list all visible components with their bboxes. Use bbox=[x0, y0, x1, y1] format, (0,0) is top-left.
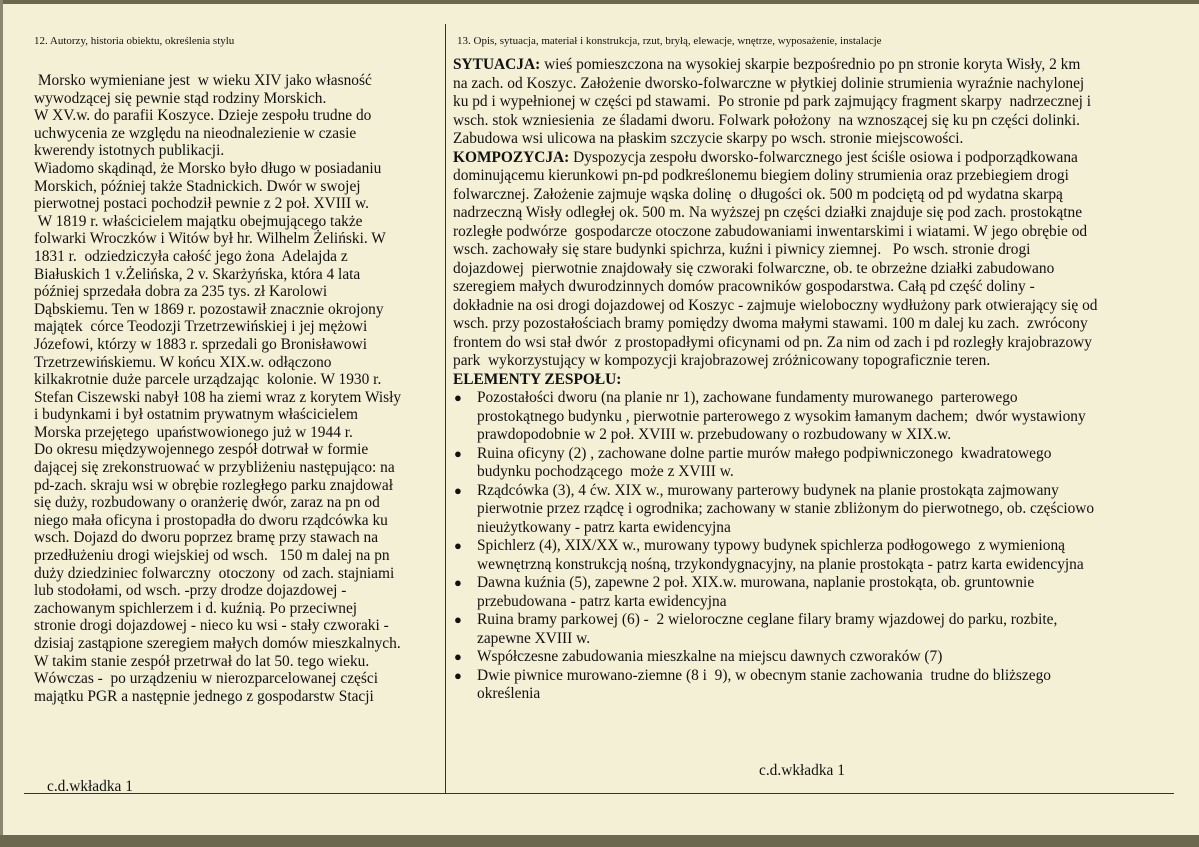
situation-line: wsch. stok wzniesienia ze śladami dworu. Folwark położony na wznoszącej się ku pn części dolinki. bbox=[453, 111, 1081, 129]
bullet-icon: ● bbox=[454, 390, 462, 405]
history-line: lub stodołami, od wsch. -przy drodze dojazdowej - bbox=[34, 582, 347, 600]
element-item bbox=[453, 611, 1173, 648]
situation-lines bbox=[453, 75, 1173, 149]
composition-line: rozległe podwórze gospodarcze otoczone zabudowaniami inwentarskimi i wiatami. W jego obrębie od bbox=[453, 222, 1088, 240]
history-line: Białuskich 1 v.Żelińska, 2 v. Skarżyńska, która 4 lata bbox=[34, 265, 361, 283]
history-line: Morsko wymieniane jest w wieku XIV jako własność bbox=[34, 72, 372, 89]
element-item-line: prostokątnego budynku , pierwotnie parterowego z wysokim łamanym dachem; dwór wystawiony bbox=[477, 407, 1086, 425]
composition-line: frontem do wsi stał dwór z prostopadłymi oficynami od pn. Za nim od zach i pd rozległy krajobrazowy bbox=[453, 333, 1092, 351]
history-line: kilkakrotnie duże parcele urządzając kolonie. W 1930 r. bbox=[34, 371, 382, 389]
history-line: uchwycenia ze względu na nieodnalezienie w czasie bbox=[34, 124, 357, 142]
bullet-icon: ● bbox=[454, 649, 462, 664]
right-continued-note: c.d.wkładka 1 bbox=[759, 762, 845, 779]
scan-border-top bbox=[0, 0, 1199, 4]
elements-list bbox=[453, 389, 1173, 704]
composition-paragraph bbox=[453, 149, 1173, 168]
history-line: Morskich, później także Stadnickich. Dwór w swojej bbox=[34, 177, 361, 195]
element-item-line: Pozostałości dworu (na planie nr 1), zachowane fundamenty murowanego parterowego bbox=[477, 389, 1018, 406]
history-line: dającej się zrekonstruować w przybliżeniu następująco: na bbox=[34, 459, 395, 477]
element-item bbox=[453, 482, 1173, 538]
history-line: Dąbskiemu. Ten w 1869 r. pozostawił znacznie okrojony bbox=[34, 300, 384, 318]
history-line: wywodzącej się pewnie stąd rodziny Morskich. bbox=[34, 89, 327, 107]
element-item bbox=[453, 648, 1173, 667]
element-item-line: Ruina oficyny (2) , zachowane dolne partie murów małego podpiwniczonego kwadratowego bbox=[477, 444, 1052, 462]
situation-line: ku pd i wypełnionej w części pd stawami. Po stronie pd park zajmujący fragment skarpy nadrzecznej i bbox=[453, 93, 1092, 110]
history-line: niego mała oficyna i prostopadła do dworu rządcówka ku bbox=[34, 511, 388, 529]
left-continued-note: c.d.wkładka 1 bbox=[47, 778, 133, 793]
situation-paragraph bbox=[453, 56, 1173, 75]
history-line: dzisiaj zastąpione szeregiem małych domów mieszkalnych. bbox=[34, 635, 401, 652]
composition-line: dominującemu kierunkowi pn-pd podkreślonemu biegiem doliny strumienia oraz przebiegiem drogi bbox=[453, 167, 1069, 184]
element-item-line: Ruina bramy parkowej (6) - 2 wieloroczne ceglane filary bramy wjazdowej do parku, rozbite, bbox=[477, 611, 1058, 628]
elements-heading: ELEMENTY ZESPOŁU: bbox=[453, 370, 622, 388]
composition-line: park wykorzystujący w kompozycji krajobrazowej zróżnicowany topograficznie teren. bbox=[453, 352, 991, 369]
element-item-line: prawdopodobnie w 2 poł. XVIII w. przebudowany o rozbudowany w XIX.w. bbox=[477, 426, 952, 443]
element-item-line: nieużytkowany - patrz karta ewidencyjna bbox=[477, 518, 731, 536]
history-line: zachowanym spichlerzem i d. kuźnią. Po przeciwnej bbox=[34, 599, 358, 617]
bullet-icon: ● bbox=[454, 575, 462, 590]
bullet-icon: ● bbox=[454, 612, 462, 627]
history-line: pierwotnej postaci pochodził pewnie z 2 poł. XVIII w. bbox=[34, 195, 369, 213]
element-item-line: pierwotnie przez rządcę i ogrodnika; zachowany w stanie zbliżonym do pierwotnego, ob. częściowo bbox=[477, 500, 1095, 517]
history-line: W XV.w. do parafii Koszyce. Dzieje zespołu trudne do bbox=[34, 107, 372, 125]
composition-heading: KOMPOZYCJA: bbox=[453, 148, 570, 166]
element-item-line: Współczesne zabudowania mieszkalne na miejscu dawnych czworaków (7) bbox=[477, 648, 943, 665]
history-line: Trzetrzewińskiemu. W końcu XIX.w. odłączono bbox=[34, 353, 332, 371]
history-line: kwerendy istotnych publikacji. bbox=[34, 142, 225, 160]
element-item-line: określenia bbox=[477, 685, 541, 702]
element-item bbox=[453, 389, 1173, 445]
history-line: wsch. Dojazd do dworu poprzez bramę przy stawach na bbox=[34, 529, 379, 547]
composition-line: szeregiem małych dwurodzinnych domów pracowników gospodarstwa. Całą pd część doliny - bbox=[453, 278, 1035, 295]
history-line: Wówczas - po urządzeniu w nierozparcelowanej części bbox=[34, 670, 378, 688]
composition-line: wsch. przy pozostałościach bramy pomiędzy dwoma małymi stawami. 100 m dalej ku zach. zwrócony bbox=[453, 315, 1088, 332]
element-item-line: Dwie piwnice murowano-ziemne (8 i 9), w obecnym stanie zachowania trudne do bliższego bbox=[477, 666, 1051, 684]
column-divider bbox=[445, 24, 446, 794]
element-item-line: przebudowana - patrz karta ewidencyjna bbox=[477, 592, 727, 610]
history-line: Stefan Ciszewski nabył 108 ha ziemi wraz z korytem Wisły bbox=[34, 388, 402, 406]
history-line: majątku PGR a następnie jednego z gospodarstw Stacji bbox=[34, 687, 374, 705]
history-line: W takim stanie zespół przetrwał do lat 50. tego wieku. bbox=[34, 652, 370, 670]
history-text bbox=[34, 72, 442, 705]
element-item bbox=[453, 445, 1173, 482]
left-column-header: 12. Autorzy, historia obiektu, określenia stylu bbox=[34, 35, 235, 47]
situation-line: na zach. od Koszyc. Założenie dworsko-folwarczne w płytkiej dolinie strumienia wyraźnie nachylonej bbox=[453, 74, 1085, 92]
bottom-rule bbox=[24, 793, 1174, 794]
history-line: stronie drogi dojazdowej - nieco ku wsi - stały czworaki - bbox=[34, 617, 389, 635]
scan-border-left bbox=[0, 0, 3, 847]
composition-line: wsch. zachowały się stare budynki spichrza, kuźni i piwnicy ziemnej. Po wsch. stronie drogi bbox=[453, 241, 1031, 258]
situation-line: Zabudowa wsi ulicowa na płaskim szczycie skarpy po wsch. stronie miejscowości. bbox=[453, 130, 964, 147]
history-line: folwarki Wroczków i Witów był hr. Wilhelm Żeliński. W bbox=[34, 230, 386, 248]
bullet-icon: ● bbox=[454, 445, 462, 461]
history-line: duży dziedziniec folwarczny otoczony od zach. stajniami bbox=[34, 564, 395, 582]
composition-line: dokładnie na osi drogi dojazdowej od Koszyc - zajmuje wieloboczny wydłużony park otwierający się od bbox=[453, 296, 1098, 314]
scan-border-bottom bbox=[0, 835, 1199, 847]
situation-heading: SYTUACJA: bbox=[453, 56, 541, 73]
history-line: się duży, rozbudowany o oranżerię dwór, zaraz na pn od bbox=[34, 494, 380, 512]
bullet-icon: ● bbox=[454, 667, 462, 683]
history-line: pd-zach. skraju wsi w obrębie rozległego parku znajdował bbox=[34, 476, 393, 494]
element-item-line: wewnętrzną konstrukcją nośną, trzykondygnacyjny, na planie prostokąta - patrz karta ewidencyjna bbox=[477, 555, 1084, 573]
composition-line: nadrzeczną Wisły odległej ok. 500 m. Na wyższej pn części działki znajduje się pod zach. prostokątne bbox=[453, 204, 1083, 221]
bullet-icon: ● bbox=[454, 482, 462, 498]
situation-first-line: wieś pomieszczona na wysokiej skarpie bezpośrednio po pn stronie koryta Wisły, 2 km bbox=[540, 56, 1081, 73]
composition-line: folwarcznej. Założenie zajmuje wąska dolinę o długości ok. 500 m podciętą od pd wydatna skarpą bbox=[453, 185, 1063, 203]
history-line: i budynkami i był ostatnim prywatnym właścicielem bbox=[34, 406, 358, 424]
bullet-icon: ● bbox=[454, 538, 462, 553]
element-item-line: Rządcówka (3), 4 ćw. XIX w., murowany parterowy budynek na planie prostokąta zajmowany bbox=[477, 481, 1059, 499]
composition-lines bbox=[453, 167, 1173, 371]
history-line: 1831 r. odziedziczyła całość jego żona Adelajda z bbox=[34, 247, 348, 265]
history-line: przedłużeniu drogi wiejskiej od wsch. 150 m dalej na pn bbox=[34, 547, 390, 565]
description-text bbox=[453, 56, 1173, 704]
history-line: Józefowi, którzy w 1883 r. sprzedali go Bronisławowi bbox=[34, 335, 367, 353]
history-line: majątek córce Teodozji Trzetrzewińskiej i jej mężowi bbox=[34, 318, 368, 336]
history-line: Do okresu międzywojennego zespół dotrwał w formie bbox=[34, 441, 369, 459]
history-line: Morska przejętego upaństwowionego już w 1944 r. bbox=[34, 423, 353, 441]
element-item bbox=[453, 537, 1173, 574]
right-column-header: 13. Opis, sytuacja, materiał i konstrukcja, rzut, bryłą, elewacje, wnętrze, wyposażenie, instalacje bbox=[457, 35, 882, 47]
history-line: W 1819 r. właścicielem majątku obejmującego także bbox=[34, 212, 363, 230]
element-item-line: budynku pochodzącego może z XVIII w. bbox=[477, 463, 734, 480]
element-item bbox=[453, 667, 1173, 704]
element-item-line: Dawna kuźnia (5), zapewne 2 poł. XIX.w. murowana, naplanie prostokąta, ob. gruntownie bbox=[477, 574, 1035, 591]
history-line: później sprzedała dobra za 235 tys. zł Karolowi bbox=[34, 283, 328, 301]
history-line: Wiadomo skądinąd, że Morsko było długo w posiadaniu bbox=[34, 159, 382, 177]
element-item bbox=[453, 574, 1173, 611]
composition-line: dojazdowej pierwotnie znajdowały się czworaki folwarczne, ob. te obrzeżne działki zabudowano bbox=[453, 259, 1055, 277]
composition-first-line: Dyspozycja zespołu dworsko-folwarcznego jest ściśle osiowa i podporządkowana bbox=[569, 148, 1078, 166]
element-item-line: zapewne XVIII w. bbox=[477, 629, 591, 647]
element-item-line: Spichlerz (4), XIX/XX w., murowany typowy budynek spichlerza podłogowego z wymienioną bbox=[477, 537, 1065, 554]
